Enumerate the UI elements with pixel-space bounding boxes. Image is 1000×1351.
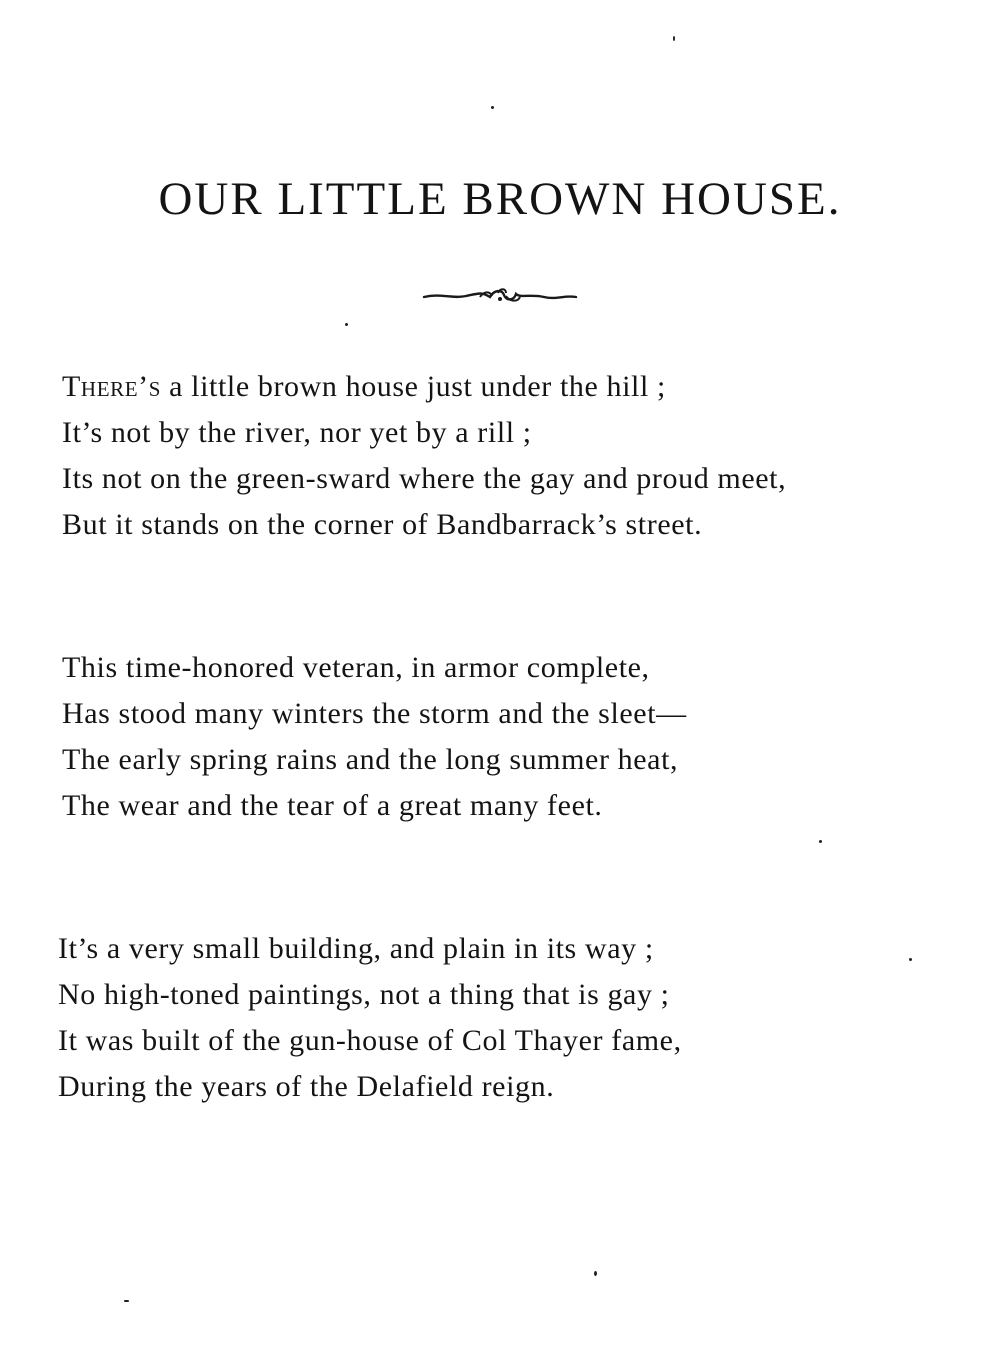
poem-line: Has stood many winters the storm and the sleet— xyxy=(62,697,687,730)
poem-line: The early spring rains and the long summer heat, xyxy=(62,743,679,776)
poem-stanza xyxy=(58,926,682,1110)
poem-line xyxy=(62,364,786,410)
scan-speck xyxy=(124,1300,129,1302)
scroll-flourish-icon xyxy=(420,285,580,307)
poem-title: OUR LITTLE BROWN HOUSE. xyxy=(158,173,842,225)
poem-stanza xyxy=(62,364,786,548)
lead-word: There’s xyxy=(62,370,162,403)
scan-speck xyxy=(345,323,348,326)
poem-line: The wear and the tear of a great many feet. xyxy=(62,789,603,822)
poem-line: Its not on the green-sward where the gay and proud meet, xyxy=(62,462,787,495)
poem-line: During the years of the Delafield reign. xyxy=(58,1070,555,1103)
poem-line-text: a little brown house just under the hill ; xyxy=(169,370,666,403)
scan-speck xyxy=(819,840,822,843)
poem-line: It’s not by the river, nor yet by a rill ; xyxy=(62,416,532,449)
scan-speck xyxy=(673,36,675,41)
poem-line: But it stands on the corner of Bandbarrack’s street. xyxy=(62,508,703,541)
poem-line: This time-honored veteran, in armor complete, xyxy=(62,651,650,684)
scan-speck xyxy=(909,958,912,961)
poem-line: It was built of the gun-house of Col Thayer fame, xyxy=(58,1024,682,1057)
scan-speck xyxy=(594,1271,597,1276)
poem-stanza xyxy=(62,645,687,829)
scan-speck xyxy=(491,106,494,109)
poem-line: It’s a very small building, and plain in its way ; xyxy=(58,932,654,965)
poem-line: No high-toned paintings, not a thing that is gay ; xyxy=(58,978,670,1011)
